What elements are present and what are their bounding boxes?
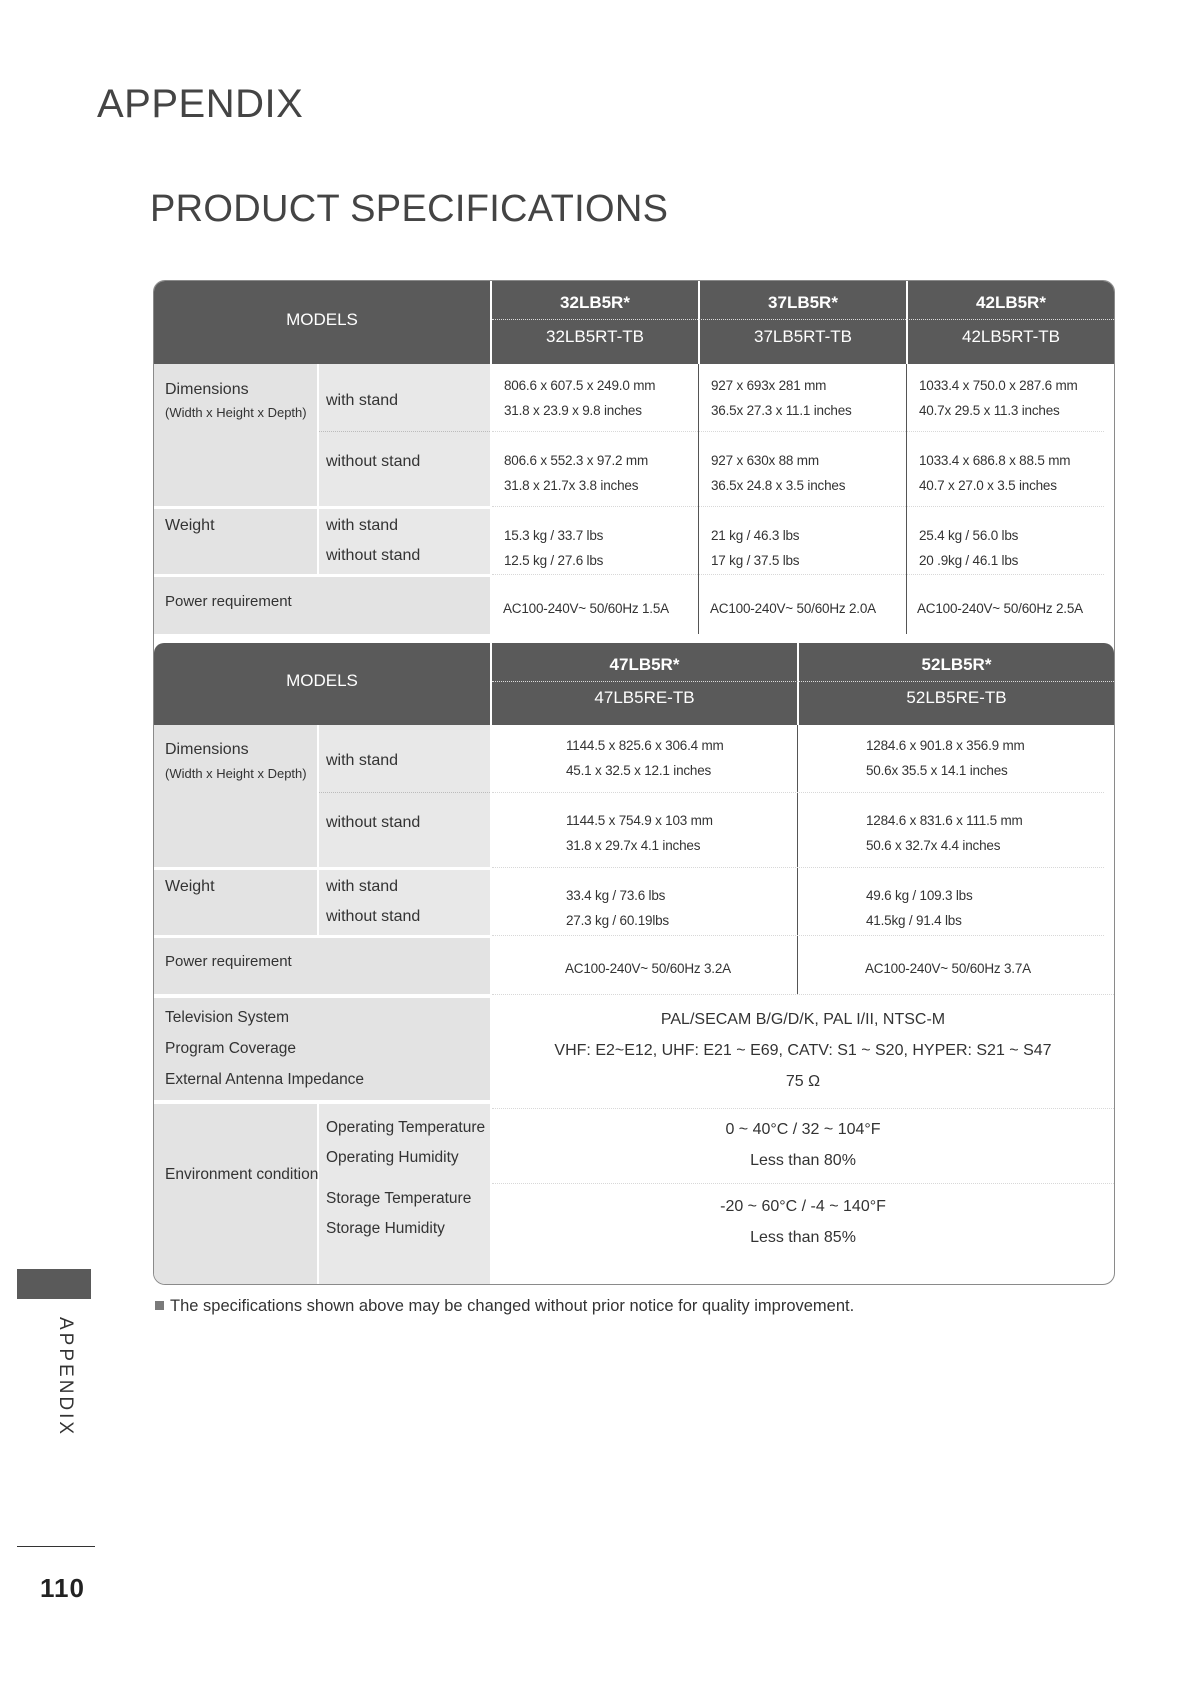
divider bbox=[319, 792, 490, 793]
dim-without-in: 50.6 x 32.7x 4.4 inches bbox=[866, 838, 1001, 853]
power-label: Power requirement bbox=[165, 593, 292, 610]
power-value: AC100-240V~ 50/60Hz 2.0A bbox=[710, 601, 876, 616]
column-divider bbox=[698, 364, 699, 634]
model-name: 52LB5R* bbox=[921, 655, 992, 674]
power-value: AC100-240V~ 50/60Hz 3.2A bbox=[565, 961, 731, 976]
weight-with: 49.6 kg / 109.3 lbs bbox=[866, 888, 973, 903]
weight-with: 15.3 kg / 33.7 lbs bbox=[504, 528, 604, 543]
divider bbox=[492, 994, 1114, 995]
without-stand-label: without stand bbox=[326, 908, 421, 925]
dim-without-in: 36.5x 24.8 x 3.5 inches bbox=[711, 478, 846, 493]
power-value: AC100-240V~ 50/60Hz 3.7A bbox=[865, 961, 1031, 976]
square-bullet-icon bbox=[155, 1301, 164, 1310]
dim-without-mm: 927 x 630x 88 mm bbox=[711, 453, 819, 468]
operating-temperature-label: Operating Temperature bbox=[326, 1119, 486, 1136]
sidebar-tab bbox=[17, 1269, 91, 1299]
page-heading: APPENDIX bbox=[97, 82, 304, 126]
model-name: 42LB5R* bbox=[976, 293, 1046, 312]
divider bbox=[492, 935, 1104, 936]
header-divider bbox=[492, 681, 1114, 682]
weight-with: 25.4 kg / 56.0 lbs bbox=[919, 528, 1019, 543]
dimensions-sub-label: (Width x Height x Depth) bbox=[165, 405, 307, 420]
divider bbox=[492, 1183, 1114, 1184]
dimensions-label: Dimensions bbox=[165, 381, 249, 398]
operating-humidity-label: Operating Humidity bbox=[326, 1149, 459, 1166]
dim-with-in: 31.8 x 23.9 x 9.8 inches bbox=[504, 403, 642, 418]
storage-temperature-label: Storage Temperature bbox=[326, 1190, 472, 1207]
weight-without: 20 .9kg / 46.1 lbs bbox=[919, 553, 1019, 568]
model-name: 37LB5R* bbox=[768, 293, 838, 312]
antenna-label: External Antenna Impedance bbox=[165, 1071, 365, 1088]
dim-with-mm: 1033.4 x 750.0 x 287.6 mm bbox=[919, 378, 1078, 393]
without-stand-label: without stand bbox=[326, 814, 421, 831]
specifications-table bbox=[153, 280, 1115, 1285]
model-code: 52LB5RE-TB bbox=[906, 688, 1007, 707]
with-stand-label: with stand bbox=[326, 392, 399, 409]
dim-with-mm: 806.6 x 607.5 x 249.0 mm bbox=[504, 378, 656, 393]
header-divider bbox=[492, 319, 1114, 320]
with-stand-label: with stand bbox=[326, 752, 399, 769]
page-number: 110 bbox=[40, 1573, 85, 1603]
footnote bbox=[155, 1297, 854, 1316]
with-stand-label: with stand bbox=[326, 517, 399, 534]
page-number-rule bbox=[17, 1546, 95, 1547]
dim-with-in: 36.5x 27.3 x 11.1 inches bbox=[711, 403, 852, 418]
weight-without: 17 kg / 37.5 lbs bbox=[711, 553, 800, 568]
tv-system-label: Television System bbox=[165, 1009, 290, 1026]
divider bbox=[492, 431, 1104, 432]
with-stand-label: with stand bbox=[326, 878, 399, 895]
environment-label: Environment condition bbox=[165, 1166, 319, 1183]
operating-temperature-value: 0 ~ 40°C / 32 ~ 104°F bbox=[725, 1121, 881, 1138]
divider bbox=[319, 431, 490, 432]
models-label: MODELS bbox=[286, 310, 358, 329]
dim-with-mm: 1144.5 x 825.6 x 306.4 mm bbox=[566, 738, 724, 753]
row-sublabel-cell bbox=[319, 364, 490, 506]
models-label: MODELS bbox=[286, 671, 358, 690]
dim-without-mm: 1144.5 x 754.9 x 103 mm bbox=[566, 813, 713, 828]
column-divider bbox=[797, 725, 798, 994]
tv-system-value: PAL/SECAM B/G/D/K, PAL I/II, NTSC-M bbox=[660, 1011, 946, 1028]
power-label: Power requirement bbox=[165, 953, 292, 970]
footnote-text: The specifications shown above may be changed without prior notice for quality improvement. bbox=[170, 1297, 855, 1315]
without-stand-label: without stand bbox=[326, 453, 421, 470]
dim-with-in: 50.6x 35.5 x 14.1 inches bbox=[866, 763, 1008, 778]
model-code: 37LB5RT-TB bbox=[754, 327, 852, 346]
dim-without-in: 31.8 x 21.7x 3.8 inches bbox=[504, 478, 639, 493]
weight-without: 41.5kg / 91.4 lbs bbox=[866, 913, 962, 928]
weight-with: 21 kg / 46.3 lbs bbox=[711, 528, 800, 543]
dim-without-mm: 806.6 x 552.3 x 97.2 mm bbox=[504, 453, 648, 468]
weight-label: Weight bbox=[165, 878, 215, 895]
dim-without-mm: 1284.6 x 831.6 x 111.5 mm bbox=[866, 813, 1023, 828]
weight-without: 12.5 kg / 27.6 lbs bbox=[504, 553, 604, 568]
weight-label: Weight bbox=[165, 517, 215, 534]
storage-humidity-label: Storage Humidity bbox=[326, 1220, 445, 1237]
divider bbox=[492, 867, 1104, 868]
dim-with-mm: 1284.6 x 901.8 x 356.9 mm bbox=[866, 738, 1025, 753]
dim-with-in: 40.7x 29.5 x 11.3 inches bbox=[919, 403, 1060, 418]
dimensions-sub-label: (Width x Height x Depth) bbox=[165, 766, 307, 781]
divider bbox=[492, 574, 1104, 575]
divider bbox=[492, 506, 1104, 507]
antenna-value: 75 Ω bbox=[785, 1073, 821, 1090]
dim-without-mm: 1033.4 x 686.8 x 88.5 mm bbox=[919, 453, 1071, 468]
program-coverage-value: VHF: E2~E12, UHF: E21 ~ E69, CATV: S1 ~ S20, HYPER: S21 ~ S47 bbox=[554, 1042, 1052, 1059]
dim-with-mm: 927 x 693x 281 mm bbox=[711, 378, 827, 393]
dim-with-in: 45.1 x 32.5 x 12.1 inches bbox=[566, 763, 712, 778]
model-name: 47LB5R* bbox=[609, 655, 680, 674]
dimensions-label: Dimensions bbox=[165, 741, 249, 758]
weight-with: 33.4 kg / 73.6 lbs bbox=[566, 888, 666, 903]
storage-temperature-value: -20 ~ 60°C / -4 ~ 140°F bbox=[720, 1198, 886, 1215]
program-coverage-label: Program Coverage bbox=[165, 1040, 296, 1057]
operating-humidity-value: Less than 80% bbox=[750, 1152, 856, 1169]
sidebar-label: APPENDIX bbox=[55, 1317, 76, 1438]
power-value: AC100-240V~ 50/60Hz 2.5A bbox=[917, 601, 1083, 616]
divider bbox=[492, 792, 1104, 793]
weight-without: 27.3 kg / 60.19lbs bbox=[566, 913, 669, 928]
column-divider bbox=[906, 364, 907, 634]
storage-humidity-value: Less than 85% bbox=[750, 1229, 856, 1246]
without-stand-label: without stand bbox=[326, 547, 421, 564]
divider bbox=[492, 1108, 1114, 1109]
model-code: 42LB5RT-TB bbox=[962, 327, 1060, 346]
row-sublabel-cell bbox=[319, 725, 490, 867]
row-label-cell bbox=[154, 1104, 317, 1284]
dim-without-in: 31.8 x 29.7x 4.1 inches bbox=[566, 838, 701, 853]
model-code: 32LB5RT-TB bbox=[546, 327, 644, 346]
page-title: PRODUCT SPECIFICATIONS bbox=[150, 188, 669, 230]
model-name: 32LB5R* bbox=[560, 293, 630, 312]
dim-without-in: 40.7 x 27.0 x 3.5 inches bbox=[919, 478, 1057, 493]
power-value: AC100-240V~ 50/60Hz 1.5A bbox=[503, 601, 669, 616]
model-code: 47LB5RE-TB bbox=[594, 688, 695, 707]
